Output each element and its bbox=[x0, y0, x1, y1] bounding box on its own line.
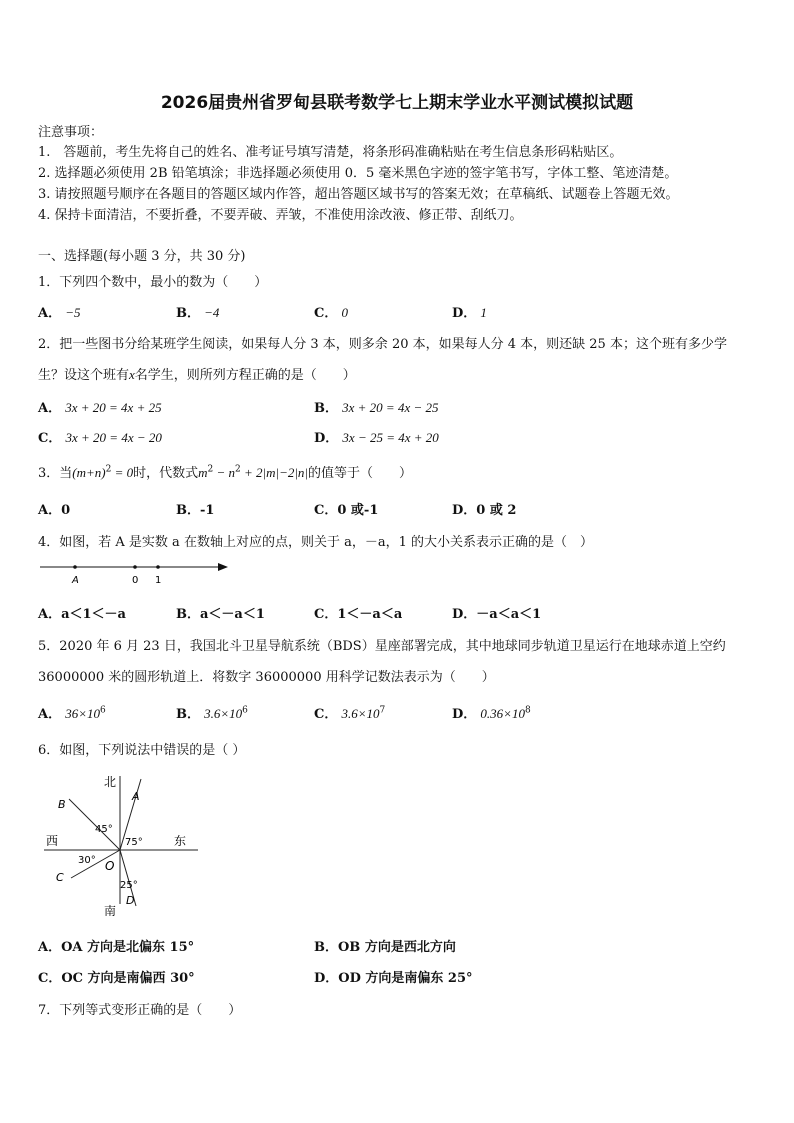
notice-heading: 注意事项： bbox=[38, 125, 104, 140]
q5-option-b: B． $3.6\times 10^6$ bbox=[176, 705, 248, 722]
q1-option-b: B． −4 bbox=[176, 305, 220, 321]
q2-option-d: D． 3x − 25 = 4x + 20 bbox=[314, 430, 439, 446]
axis-label-zero: 0 bbox=[132, 575, 139, 586]
label-point-a: A bbox=[132, 790, 140, 803]
q4-option-c: C．1＜－a＜a bbox=[314, 607, 403, 622]
axis-label-a: A bbox=[72, 575, 79, 586]
notice-item-3: 3. 请按照题号顺序在各题目的答题区域内作答，超出答题区域书写的答案无效；在草稿纸、试题卷上答题无效。 bbox=[38, 187, 679, 202]
q2-option-a: A． 3x + 20 = 4x + 25 bbox=[38, 400, 162, 416]
section-heading: 一、选择题(每小题 3 分，共 30 分) bbox=[38, 249, 246, 264]
label-point-b: B bbox=[58, 798, 66, 811]
label-south: 南 bbox=[104, 904, 117, 918]
label-west: 西 bbox=[46, 834, 59, 848]
q4-option-b: B．a＜－a＜1 bbox=[176, 607, 265, 622]
q6-option-c: C．OC 方向是南偏西 30° bbox=[38, 971, 195, 986]
q4-option-a: A．a＜1＜－a bbox=[38, 607, 126, 622]
label-point-c: C bbox=[56, 871, 64, 884]
notice-item-1: 1. 答题前，考生先将自己的姓名、准考证号填写清楚，将条形码准确粘贴在考生信息条形码粘贴区。 bbox=[38, 145, 623, 160]
q3-option-c: C．0 或-1 bbox=[314, 503, 379, 518]
label-east: 东 bbox=[174, 834, 187, 848]
q6-option-b: B．OB 方向是西北方向 bbox=[314, 940, 456, 955]
q6-option-a: A．OA 方向是北偏东 15° bbox=[38, 940, 195, 955]
q1-option-c: C． 0 bbox=[314, 305, 348, 321]
q2-option-c: C． 3x + 20 = 4x − 20 bbox=[38, 430, 162, 446]
point-one-dot bbox=[156, 565, 160, 569]
q5-stem-line1: 5．2020 年 6 月 23 日，我国北斗卫星导航系统（BDS）星座部署完成，其中地球同步轨道卫星运行在地球赤道上空约 bbox=[38, 639, 726, 654]
q6-stem: 6．如图，下列说法中错误的是（ ） bbox=[38, 743, 246, 758]
q4-stem: 4．如图，若 A 是实数 a 在数轴上对应的点，则关于 a，－a，1 的大小关系表示正确的是（ ） bbox=[38, 535, 593, 550]
point-zero-dot bbox=[133, 565, 137, 569]
q3-option-a: A．0 bbox=[38, 503, 71, 518]
direction-figure bbox=[38, 770, 208, 920]
label-north: 北 bbox=[104, 775, 117, 789]
angle-label-25: 25° bbox=[120, 880, 138, 891]
notice-item-4: 4. 保持卡面清洁，不要折叠，不要弄破、弄皱，不准使用涂改液、修正带、刮纸刀。 bbox=[38, 208, 523, 223]
angle-label-30: 30° bbox=[78, 855, 96, 866]
q1-option-d: D． 1 bbox=[452, 305, 487, 321]
angle-label-75: 75° bbox=[125, 837, 143, 848]
q2-option-b: B． 3x + 20 = 4x − 25 bbox=[314, 400, 439, 416]
q4-option-d: D．－a＜a＜1 bbox=[452, 607, 542, 622]
q5-option-c: C． $3.6\times 10^7$ bbox=[314, 705, 386, 722]
number-line-arrow bbox=[218, 563, 228, 571]
point-a-dot bbox=[73, 565, 77, 569]
q3-option-d: D．0 或 2 bbox=[452, 503, 517, 518]
axis-label-one: 1 bbox=[155, 575, 162, 586]
page-title: 2026届贵州省罗甸县联考数学七上期末学业水平测试模拟试题 bbox=[160, 93, 634, 113]
q3-stem: 3．当$(m+n)^2 = 0$时，代数式$m^2 - n^2 + 2|m|-2|n|$的值等于（ ） bbox=[38, 464, 413, 481]
q5-option-d: D． $0.36\times 10^8$ bbox=[452, 705, 531, 722]
q1-option-a: A． −5 bbox=[38, 305, 81, 321]
label-point-d: D bbox=[126, 894, 135, 907]
angle-label-45: 45° bbox=[95, 824, 113, 835]
q5-stem-line2: 36000000 米的圆形轨道上．将数字 36000000 用科学记数法表示为（ ） bbox=[38, 670, 495, 685]
q7-stem: 7．下列等式变形正确的是（ ） bbox=[38, 1003, 242, 1018]
q3-option-b: B．-1 bbox=[176, 503, 215, 518]
number-line-figure bbox=[38, 558, 238, 590]
q2-stem-line2: 生？设这个班有x名学生，则所列方程正确的是（ ） bbox=[38, 367, 356, 383]
label-point-o: O bbox=[105, 859, 115, 873]
q5-option-a: A． $36\times 10^6$ bbox=[38, 705, 106, 722]
notice-item-2: 2. 选择题必须使用 2B 铅笔填涂；非选择题必须使用 0．5 毫米黑色字迹的签字笔书写，字体工整、笔迹清楚。 bbox=[38, 166, 678, 181]
q1-stem: 1．下列四个数中，最小的数为（ ） bbox=[38, 275, 268, 290]
q6-option-d: D．OD 方向是南偏东 25° bbox=[314, 971, 473, 986]
q2-stem-line1: 2．把一些图书分给某班学生阅读，如果每人分 3 本，则多余 20 本，如果每人分 4 本，则还缺 25 本；这个班有多少学 bbox=[38, 337, 727, 352]
